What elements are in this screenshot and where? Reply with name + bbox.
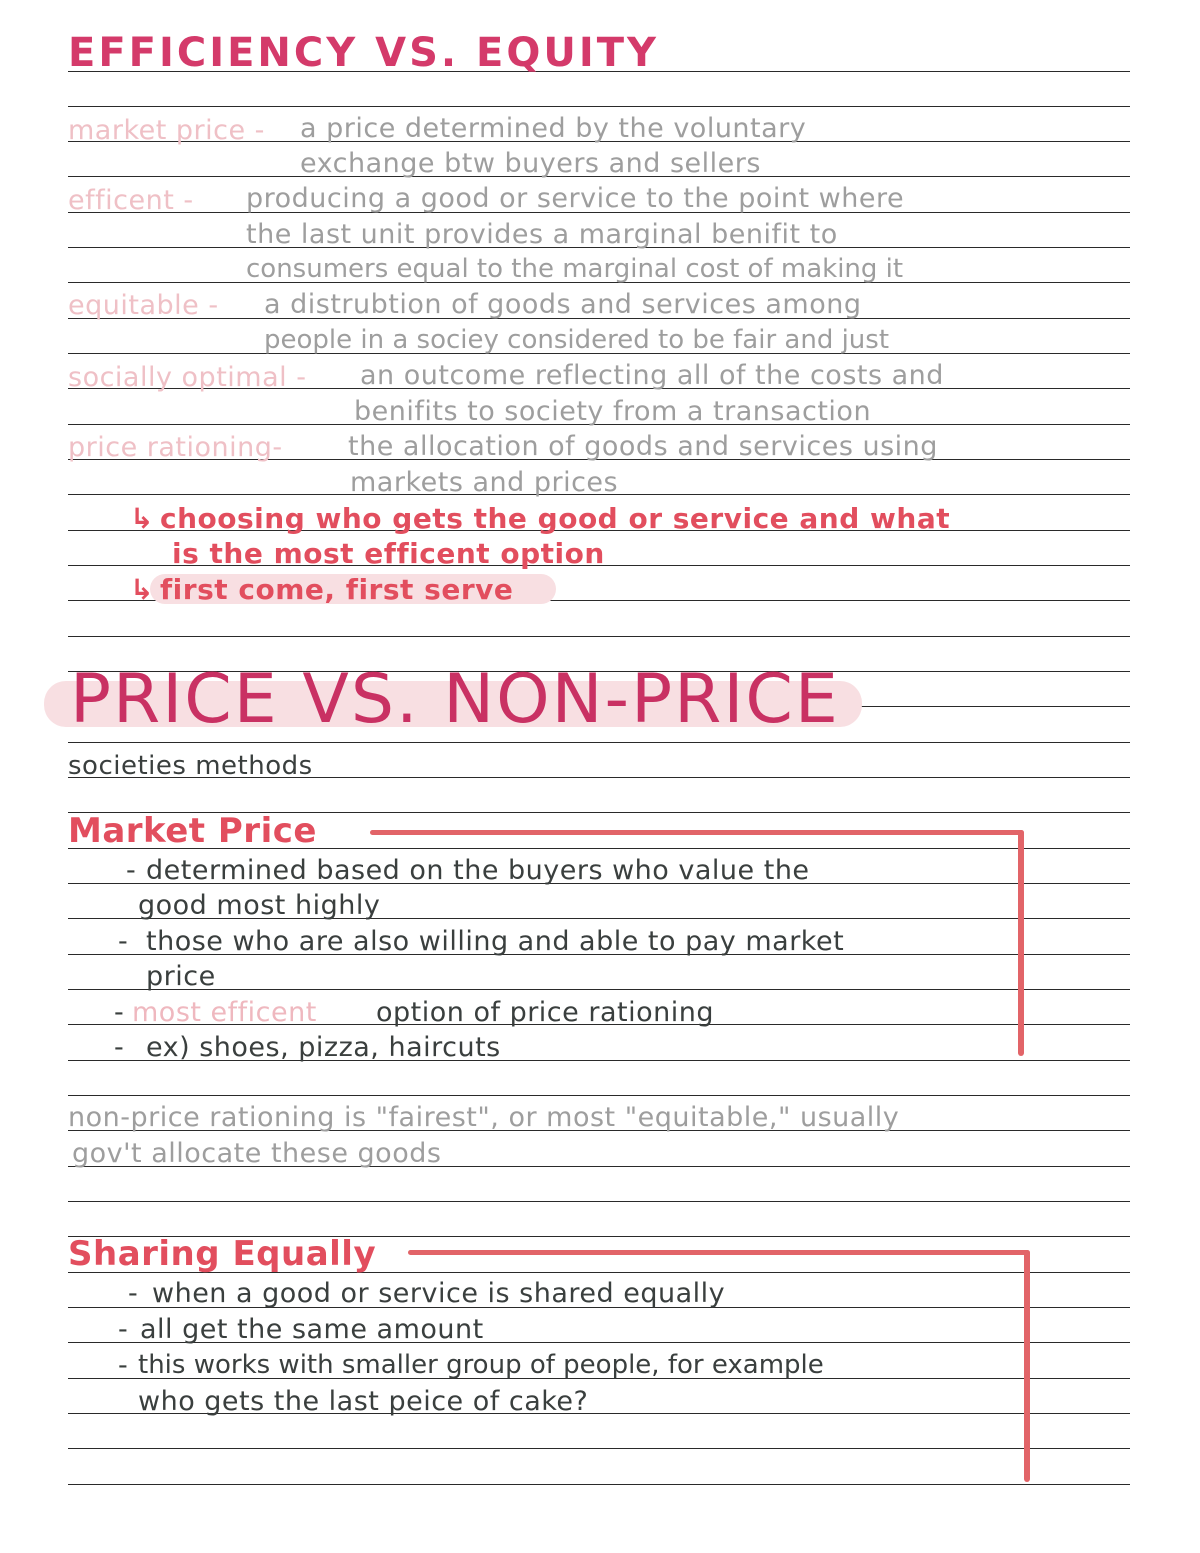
- bracket-sharing-top: [408, 1250, 1030, 1255]
- se-bullet-2-dash: -: [118, 1314, 129, 1345]
- mp-bullet-1-dash: -: [126, 855, 137, 886]
- section-title-price-non-price: PRICE VS. NON-PRICE: [70, 660, 840, 739]
- def-efficent-line-2: the last unit provides a marginal benifit to: [246, 219, 838, 250]
- term-socially-optimal: socially optimal -: [68, 362, 307, 393]
- bracket-sharing-side: [1024, 1250, 1030, 1482]
- heading-sharing-equally: Sharing Equally: [68, 1234, 377, 1274]
- def-equitable-line-2: people in a sociey considered to be fair and just: [264, 325, 890, 355]
- def-market-price-line-1: a price determined by the voluntary: [300, 113, 807, 144]
- mp-bullet-3-pink: most efficent: [132, 997, 317, 1028]
- mp-bullet-4-dash: -: [114, 1032, 125, 1063]
- se-bullet-3-line-2: who gets the last peice of cake?: [138, 1386, 589, 1417]
- section-title-efficiency-equity: EFFICIENCY VS. EQUITY: [68, 30, 659, 76]
- mp-bullet-2-line-1: those who are also willing and able to pay market: [146, 926, 845, 957]
- se-bullet-3-line-1: this works with smaller group of people, for example: [138, 1350, 824, 1380]
- note-arrow-1: ↳: [130, 502, 154, 535]
- def-market-price-line-2: exchange btw buyers and sellers: [300, 148, 761, 179]
- subtitle-societies-methods: societies methods: [68, 751, 313, 781]
- se-bullet-1-dash: -: [128, 1278, 139, 1309]
- term-equitable: equitable -: [68, 290, 219, 321]
- term-efficent: efficent -: [68, 185, 194, 216]
- se-bullet-3-dash: -: [118, 1350, 129, 1381]
- non-price-note-line-1: non-price rationing is "fairest", or most "equitable," usually: [68, 1102, 900, 1133]
- mp-bullet-1-line-2: good most highly: [138, 890, 381, 921]
- heading-market-price: Market Price: [68, 811, 317, 851]
- def-price-rationing-line-1: the allocation of goods and services using: [348, 431, 938, 462]
- bracket-market-price-top: [370, 830, 1024, 835]
- se-bullet-1-line-1: when a good or service is shared equally: [152, 1278, 726, 1309]
- term-price-rationing: price rationing-: [68, 432, 283, 463]
- mp-bullet-1-line-1: determined based on the buyers who value the: [146, 855, 810, 886]
- mp-bullet-3-rest: option of price rationing: [376, 997, 714, 1028]
- term-market-price: market price -: [68, 115, 265, 146]
- note-first-come: first come, first serve: [160, 573, 514, 606]
- se-bullet-2-line-1: all get the same amount: [140, 1314, 484, 1345]
- def-equitable-line-1: a distrubtion of goods and services among: [264, 289, 862, 320]
- bracket-market-price-side: [1018, 830, 1024, 1056]
- mp-bullet-3-dash: -: [114, 997, 125, 1028]
- def-socially-optimal-line-2: benifits to society from a transaction: [354, 396, 872, 427]
- def-efficent-line-1: producing a good or service to the point where: [246, 183, 905, 214]
- note-choosing-line-2: is the most efficent option: [172, 537, 605, 570]
- mp-bullet-2-line-2: price: [146, 961, 216, 992]
- note-choosing-line-1: choosing who gets the good or service and what: [160, 502, 951, 535]
- def-efficent-line-3: consumers equal to the marginal cost of making it: [246, 254, 904, 284]
- mp-bullet-2-dash: -: [118, 926, 129, 957]
- mp-bullet-4-line-1: ex) shoes, pizza, haircuts: [146, 1032, 501, 1063]
- def-price-rationing-line-2: markets and prices: [350, 467, 619, 498]
- def-socially-optimal-line-1: an outcome reflecting all of the costs and: [360, 360, 944, 391]
- non-price-note-line-2: gov't allocate these goods: [72, 1138, 442, 1169]
- note-arrow-2: ↳: [130, 573, 154, 606]
